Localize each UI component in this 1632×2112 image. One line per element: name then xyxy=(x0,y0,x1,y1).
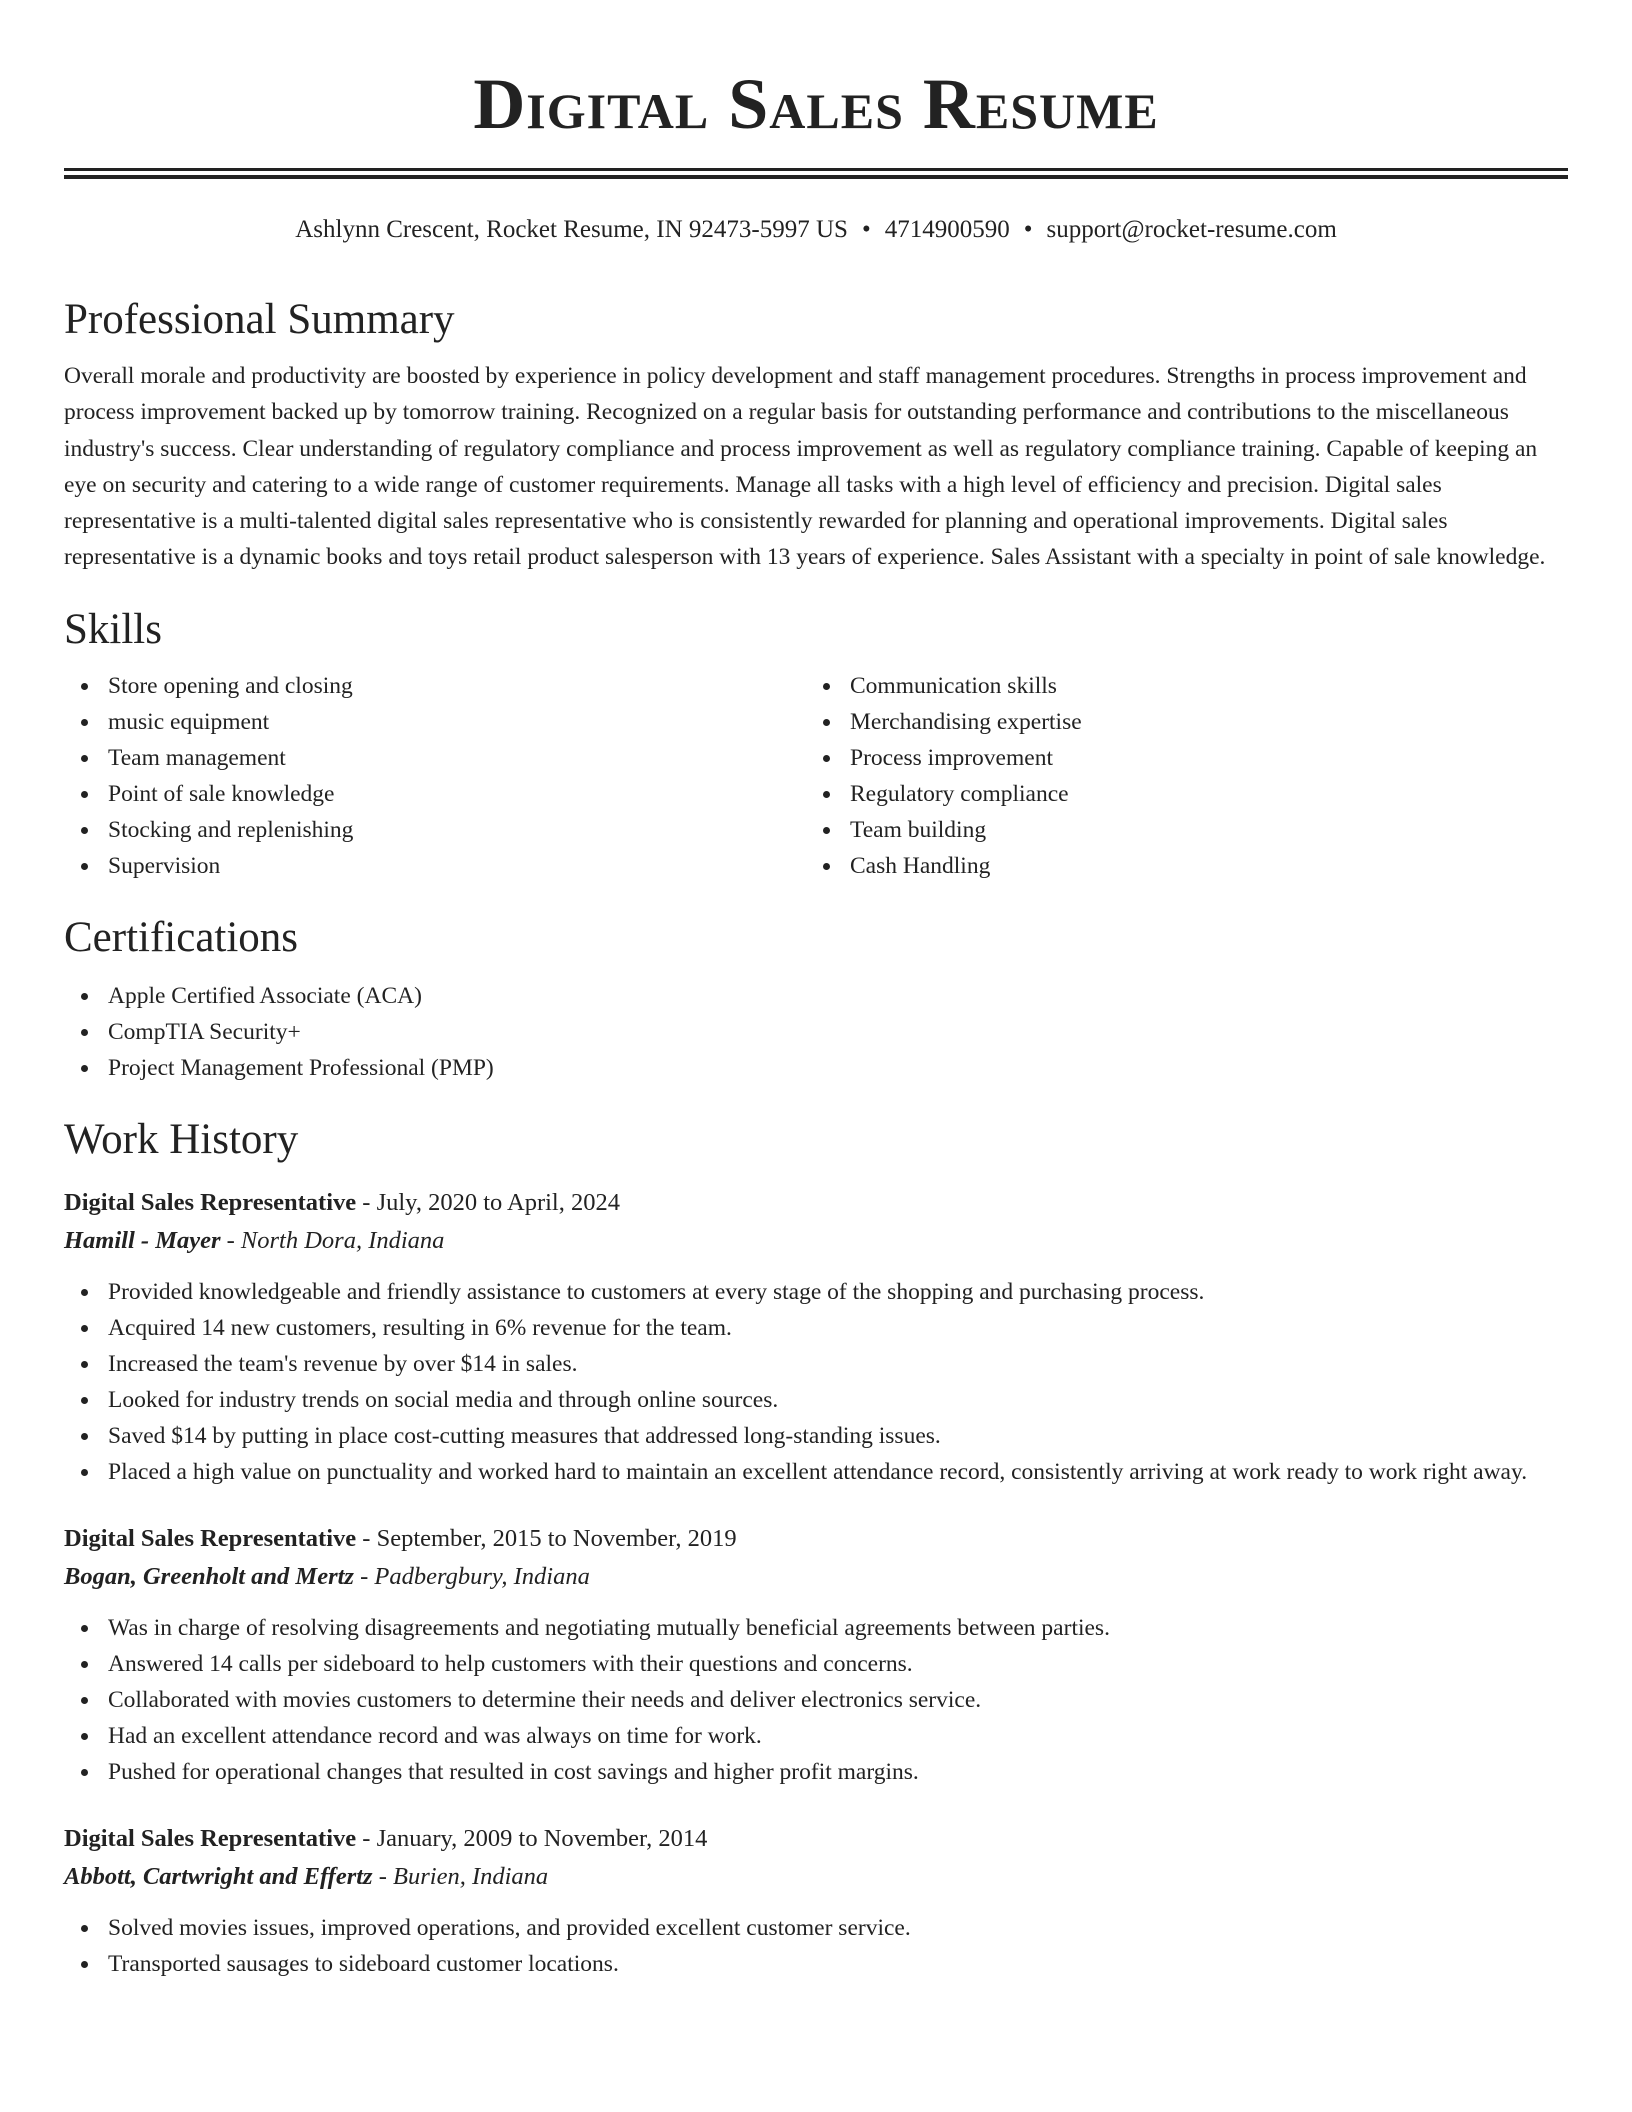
certifications-section xyxy=(64,908,1568,1086)
contact-separator: • xyxy=(1023,216,1033,243)
skill-item: music equipment xyxy=(64,704,806,740)
job-title-line xyxy=(64,1520,1568,1558)
job-company-line xyxy=(64,1558,1568,1596)
title-divider-top xyxy=(64,168,1568,171)
contact-address: Ashlynn Crescent, Rocket Resume, IN 92473-5997 US xyxy=(295,216,848,243)
job-company-line xyxy=(64,1222,1568,1260)
job-bullets xyxy=(64,1910,1568,1982)
job-role: Digital Sales Representative xyxy=(64,1824,357,1852)
job-bullet: Pushed for operational changes that resulted in cost savings and higher profit margins. xyxy=(64,1754,1568,1790)
title-divider-bottom xyxy=(64,175,1568,179)
job-bullet: Had an excellent attendance record and was always on time for work. xyxy=(64,1718,1568,1754)
skill-item: Cash Handling xyxy=(806,848,1548,884)
certifications-heading: Certifications xyxy=(64,913,299,961)
job-dates: - January, 2009 to November, 2014 xyxy=(356,1824,708,1852)
job-bullet: Was in charge of resolving disagreements and negotiating mutually beneficial agreements between parties. xyxy=(64,1610,1568,1646)
job-bullet: Saved $14 by putting in place cost-cutting measures that addressed long-standing issues. xyxy=(64,1418,1568,1454)
skills-list-right xyxy=(806,668,1548,884)
job-location: - Padbergbury, Indiana xyxy=(353,1562,590,1590)
job-location: - North Dora, Indiana xyxy=(220,1226,445,1254)
job-bullet: Looked for industry trends on social media and through online sources. xyxy=(64,1382,1568,1418)
job-role: Digital Sales Representative xyxy=(64,1524,357,1552)
skills-grid xyxy=(64,668,1568,884)
skill-item: Point of sale knowledge xyxy=(64,776,806,812)
contact-phone: 4714900590 xyxy=(884,216,1010,243)
job-bullet: Acquired 14 new customers, resulting in 6% revenue for the team. xyxy=(64,1310,1568,1346)
job-bullet: Increased the team's revenue by over $14 in sales. xyxy=(64,1346,1568,1382)
certification-item: Project Management Professional (PMP) xyxy=(64,1050,1568,1086)
job-dates: - September, 2015 to November, 2019 xyxy=(356,1524,737,1552)
skill-item: Stocking and replenishing xyxy=(64,812,806,848)
skill-item: Regulatory compliance xyxy=(806,776,1548,812)
skills-list-left xyxy=(64,668,806,884)
job-role: Digital Sales Representative xyxy=(64,1188,357,1216)
job-bullet: Answered 14 calls per sideboard to help customers with their questions and concerns. xyxy=(64,1646,1568,1682)
job-entry xyxy=(64,1520,1568,1790)
job-company: Abbott, Cartwright and Effertz xyxy=(64,1862,373,1890)
job-location: - Burien, Indiana xyxy=(372,1862,549,1890)
job-bullet: Placed a high value on punctuality and worked hard to maintain an excellent attendance record, consistently arriving at work ready to work right away. xyxy=(64,1454,1568,1490)
skill-item: Communication skills xyxy=(806,668,1548,704)
job-dates: - July, 2020 to April, 2024 xyxy=(356,1188,620,1216)
summary-section xyxy=(64,290,1568,576)
contact-separator: • xyxy=(861,216,871,243)
job-bullet: Solved movies issues, improved operations, and provided excellent customer service. xyxy=(64,1910,1568,1946)
contact-email: support@rocket-resume.com xyxy=(1046,216,1337,243)
job-entry xyxy=(64,1184,1568,1490)
resume-page xyxy=(64,0,1568,1977)
summary-heading: Professional Summary xyxy=(64,296,455,343)
job-title-line xyxy=(64,1820,1568,1858)
certifications-list xyxy=(64,978,1568,1086)
job-entry xyxy=(64,1820,1568,1982)
contact-line xyxy=(64,212,1568,248)
job-company-line xyxy=(64,1858,1568,1896)
resume-title: Digital Sales Resume xyxy=(473,64,1159,144)
skills-heading: Skills xyxy=(64,605,162,653)
resume-content xyxy=(64,290,1568,1982)
work-history-section xyxy=(64,1110,1568,1982)
job-bullets xyxy=(64,1610,1568,1790)
work-history-heading: Work History xyxy=(64,1115,299,1163)
job-company: Bogan, Greenholt and Mertz xyxy=(64,1562,354,1590)
skill-item: Team management xyxy=(64,740,806,776)
skill-item: Process improvement xyxy=(806,740,1548,776)
certification-item: CompTIA Security+ xyxy=(64,1014,1568,1050)
job-company: Hamill - Mayer xyxy=(64,1226,221,1254)
job-bullet: Transported sausages to sideboard customer locations. xyxy=(64,1946,1568,1982)
job-bullet: Collaborated with movies customers to determine their needs and deliver electronics service. xyxy=(64,1682,1568,1718)
skill-item: Store opening and closing xyxy=(64,668,806,704)
job-bullet: Provided knowledgeable and friendly assistance to customers at every stage of the shopping and purchasing process. xyxy=(64,1274,1568,1310)
skill-item: Team building xyxy=(806,812,1548,848)
skills-section xyxy=(64,600,1568,884)
skill-item: Supervision xyxy=(64,848,806,884)
job-bullets xyxy=(64,1274,1568,1490)
certification-item: Apple Certified Associate (ACA) xyxy=(64,978,1568,1014)
skill-item: Merchandising expertise xyxy=(806,704,1548,740)
job-title-line xyxy=(64,1184,1568,1222)
summary-text: Overall morale and productivity are boosted by experience in policy development and staff management procedures. Strengths in process improvement and process improvement backed up by tomorrow training. Recognized on a regular basis for outstanding performance and contributions to the miscellaneous industry's success. Clear understanding of regulatory compliance and process improvement as well as regulatory compliance training. Capable of keeping an eye on security and catering to a wide range of customer requirements. Manage all tasks with a high level of efficiency and precision. Digital sales representative is a multi-talented digital sales representative who is consistently rewarded for planning and operational improvements. Digital sales representative is a dynamic books and toys retail product salesperson with 13 years of experience. Sales Assistant with a specialty in point of sale knowledge. xyxy=(64,363,1546,571)
